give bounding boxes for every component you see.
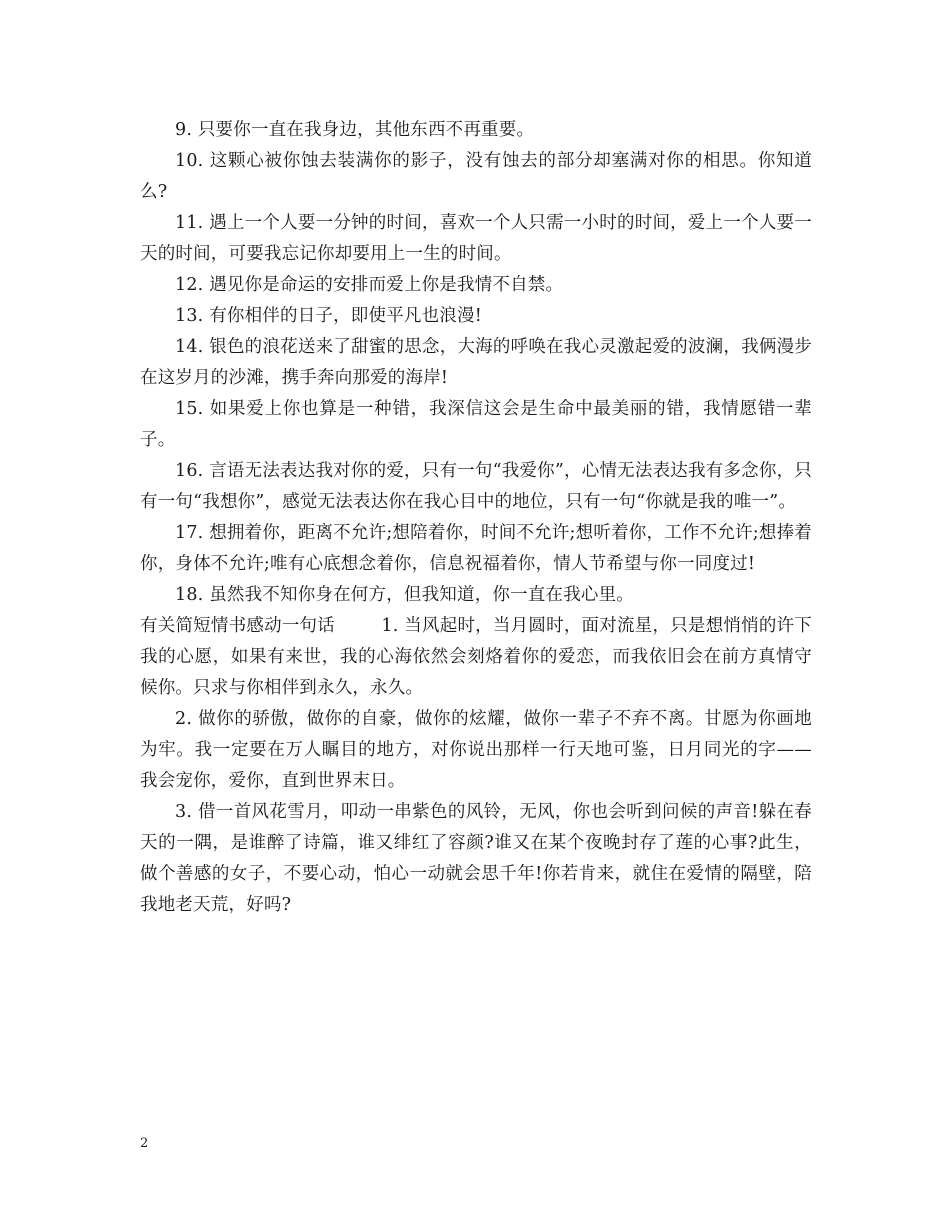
- section-intro-paragraph: [140, 611, 812, 704]
- paragraph-9: 9. 只要你一直在我身边，其他东西不再重要。: [175, 120, 535, 140]
- heading-gap: [335, 616, 381, 636]
- section-paragraph-3: 3. 借一首风花雪月，叩动一串紫色的风铃，无风，你也会听到问候的声音!躲在春天的一隅，是谁醉了诗篇，谁又绯红了容颜?谁又在某个夜晚封存了莲的心事?此生，做个善感的女子，不要心动，怕心一动就会思千年!你若肯来，就住在爱情的隔壁，陪我地老天荒，好吗?: [140, 802, 812, 915]
- paragraph-17: 17. 想拥着你，距离不允许;想陪着你，时间不允许;想听着你，工作不允许;想捧着你，身体不允许;唯有心底想念着你，信息祝福着你，情人节希望与你一同度过!: [140, 523, 812, 574]
- document-body: [140, 115, 812, 921]
- section-paragraph-2: 2. 做你的骄傲，做你的自豪，做你的炫耀，做你一辈子不弃不离。甘愿为你画地为牢。我一定要在万人瞩目的地方，对你说出那样一行天地可鉴，日月同光的字——我会宠你，爱你，直到世界末日。: [140, 709, 812, 791]
- page-number: 2: [140, 1136, 149, 1151]
- section-paragraph-1: 1. 当风起时，当月圆时，面对流星，只是想悄悄的许下我的心愿，如果有来世，我的心海依然会刻烙着你的爱恋，而我依旧会在前方真情守候你。只求与你相伴到永久，永久。: [140, 616, 813, 698]
- paragraph-11: 11. 遇上一个人要一分钟的时间，喜欢一个人只需一小时的时间，爱上一个人要一天的时间，可要我忘记你却要用上一生的时间。: [140, 213, 812, 264]
- section-heading: 有关简短情书感动一句话: [140, 616, 336, 636]
- paragraph-18: 18. 虽然我不知你身在何方，但我知道，你一直在我心里。: [175, 585, 634, 605]
- paragraph-16: 16. 言语无法表达我对你的爱，只有一句“我爱你”，心情无法表达我有多念你，只有一句“我想你”，感觉无法表达你在我心目中的地位，只有一句“你就是我的唯一”。: [140, 461, 812, 512]
- paragraph-10: 10. 这颗心被你蚀去装满你的影子，没有蚀去的部分却塞满对你的相思。你知道么?: [140, 151, 812, 202]
- paragraph-12: 12. 遇见你是命运的安排而爱上你是我情不自禁。: [175, 275, 564, 295]
- paragraph-15: 15. 如果爱上你也算是一种错，我深信这会是生命中最美丽的错，我情愿错一辈子。: [140, 399, 812, 450]
- paragraph-14: 14. 银色的浪花送来了甜蜜的思念，大海的呼唤在我心灵激起爱的波澜，我俩漫步在这岁月的沙滩，携手奔向那爱的海岸!: [140, 337, 812, 388]
- paragraph-13: 13. 有你相伴的日子，即使平凡也浪漫!: [175, 306, 482, 326]
